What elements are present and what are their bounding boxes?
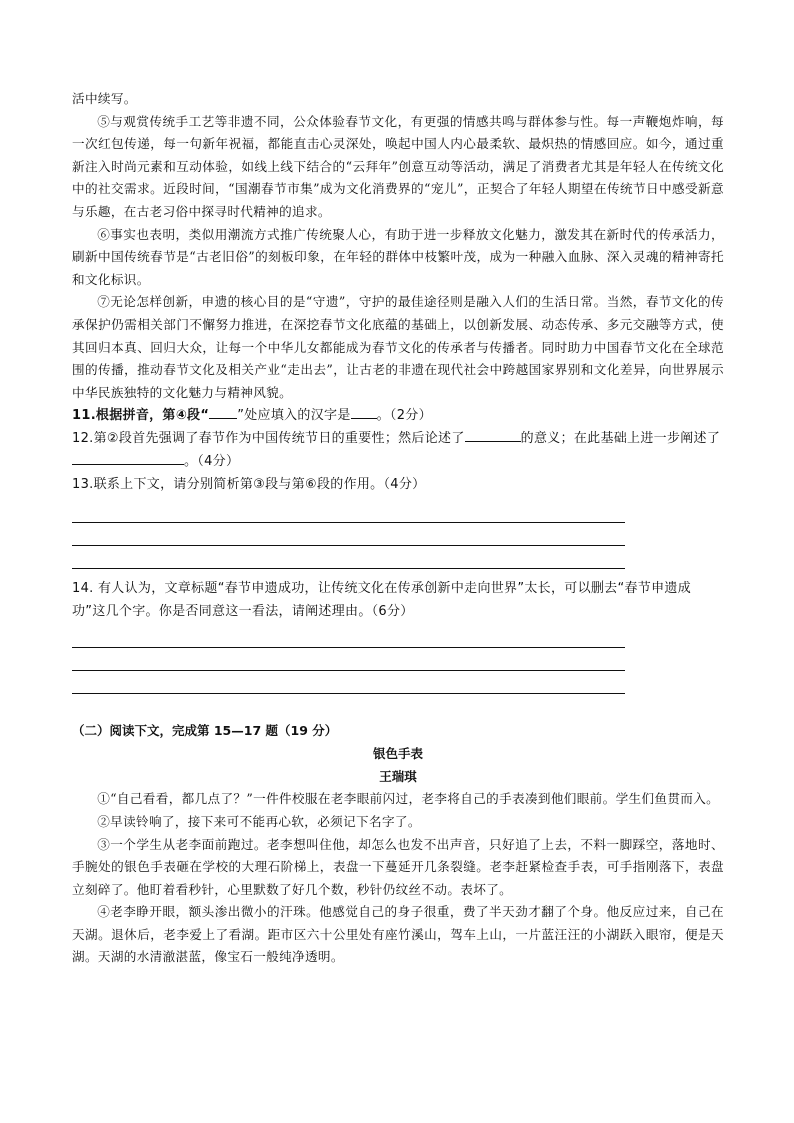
answer-blank[interactable]	[209, 404, 237, 419]
question-13: 13.联系上下文，请分别简析第③段与第⑥段的作用。（4分）	[72, 477, 426, 493]
question-11-prefix: 11.根据拼音，第④段“	[72, 408, 210, 424]
question-12-part-b: 的意义；在此基础上进一步阐述了	[520, 431, 721, 447]
answer-blank[interactable]	[465, 427, 521, 442]
question-11-mid: ”处应填入的汉字是	[237, 408, 351, 424]
question-14: 14. 有人认为，文章标题“春节申遗成功，让传统文化在传承创新中走向世界”太长，可以删去“春节申遗成功”这几个字。你是否同意这一看法，请阐述理由。（6分）	[72, 581, 692, 620]
paragraph-7: ⑦无论怎样创新，申遗的核心目的是“守遗”，守护的最佳途径则是融入人们的生活日常。当然，春节文化的传承保护仍需相关部门不懈努力推进，在深挖春节文化底蕴的基础上，以创新发展、动态传承、多元交融等方式，使其回归本真、回归大众，让每一个中华儿女都能成为春节文化的传承者与传播者。同时助力中国春节文化在全球范围的传播，推动春节文化及相关产业“走出去”，让古老的非遗在现代社会中跨越国家界别和文化差异，向世界展示中华民族独特的文化魅力与精神风貌。	[72, 294, 724, 400]
story-paragraph-1: ①“自己看看，都几点了？”一件件校服在老李眼前闪过，老李将自己的手表凑到他们眼前。学生们鱼贯而入。	[97, 791, 720, 807]
answer-blank[interactable]	[351, 404, 377, 419]
story-paragraph-4: ④老李睁开眼，额头渗出微小的汗珠。他感觉自己的身子很重，费了半天劲才翻了个身。他反应过来，自己在天湖。退休后，老李爱上了看湖。距市区六十公里处有座竹溪山，驾车上山，一片蓝汪汪的小湖跃入眼帘，便是天湖。天湖的水清澈湛蓝，像宝石一般纯净透明。	[72, 904, 724, 965]
passage-continuation: 活中续写。	[72, 91, 137, 106]
paragraph-5: ⑤与观赏传统手工艺等非遗不同，公众体验春节文化，有更强的情感共鸣与群体参与性。每一声鞭炮炸响，每一次红包传递，每一句新年祝福，都能直击心灵深处，唤起中国人内心最柔软、最炽热的情感回应。如今，通过重新注入时尚元素和互动体验，如线上线下结合的“云拜年”创意互动等活动，满足了消费者尤其是年轻人在传统文化中的社交需求。近段时间，“国潮春节市集”成为文化消费界的“宠儿”，正契合了年轻人期望在传统节日中感受新意与乐趣，在古老习俗中探寻时代精神的追求。	[72, 113, 724, 219]
story-paragraph-3: ③一个学生从老李面前跑过。老李想叫住他，却怎么也发不出声音，只好追了上去，不料一脚踩空，落地时、手腕处的银色手表砸在学校的大理石阶梯上，表盘一下蔓延开几条裂缝。老李赶紧检查手表，可手指刚落下，表盘立刻碎了。他盯着看秒针，心里默数了好几个数，秒针仍纹丝不动。表坏了。	[72, 836, 724, 897]
answer-line[interactable]	[72, 500, 625, 523]
section-heading: （二）阅读下文，完成第 15—17 题（19 分）	[72, 723, 338, 739]
page	[72, 88, 724, 969]
question-12	[72, 427, 724, 473]
question-12-part-a: 12.第②段首先强调了春节作为中国传统节日的重要性；然后论述了	[72, 431, 465, 447]
answer-line[interactable]	[72, 625, 625, 648]
story-title: 银色手表	[372, 746, 423, 762]
question-12-part-c: 。（4分）	[184, 454, 240, 470]
paragraph-6: ⑥事实也表明，类似用潮流方式推广传统聚人心，有助于进一步释放文化魅力，激发其在新时代的传承活力，刷新中国传统春节是“古老旧俗”的刻板印象，在年轻的群体中枝繁叶茂，成为一种融入血脉、深入灵魂的精神寄托和文化标识。	[72, 226, 724, 287]
answer-line[interactable]	[72, 546, 625, 569]
question-11	[72, 404, 724, 427]
answer-blank[interactable]	[72, 450, 184, 465]
answer-line[interactable]	[72, 648, 625, 671]
answer-line[interactable]	[72, 523, 625, 546]
story-author: 王瑞琪	[379, 769, 417, 785]
story-paragraph-2: ②早读铃响了，接下来可不能再心软，必须记下名字了。	[97, 813, 421, 829]
question-11-suffix: 。（2分）	[376, 408, 432, 424]
answer-line[interactable]	[72, 671, 625, 694]
